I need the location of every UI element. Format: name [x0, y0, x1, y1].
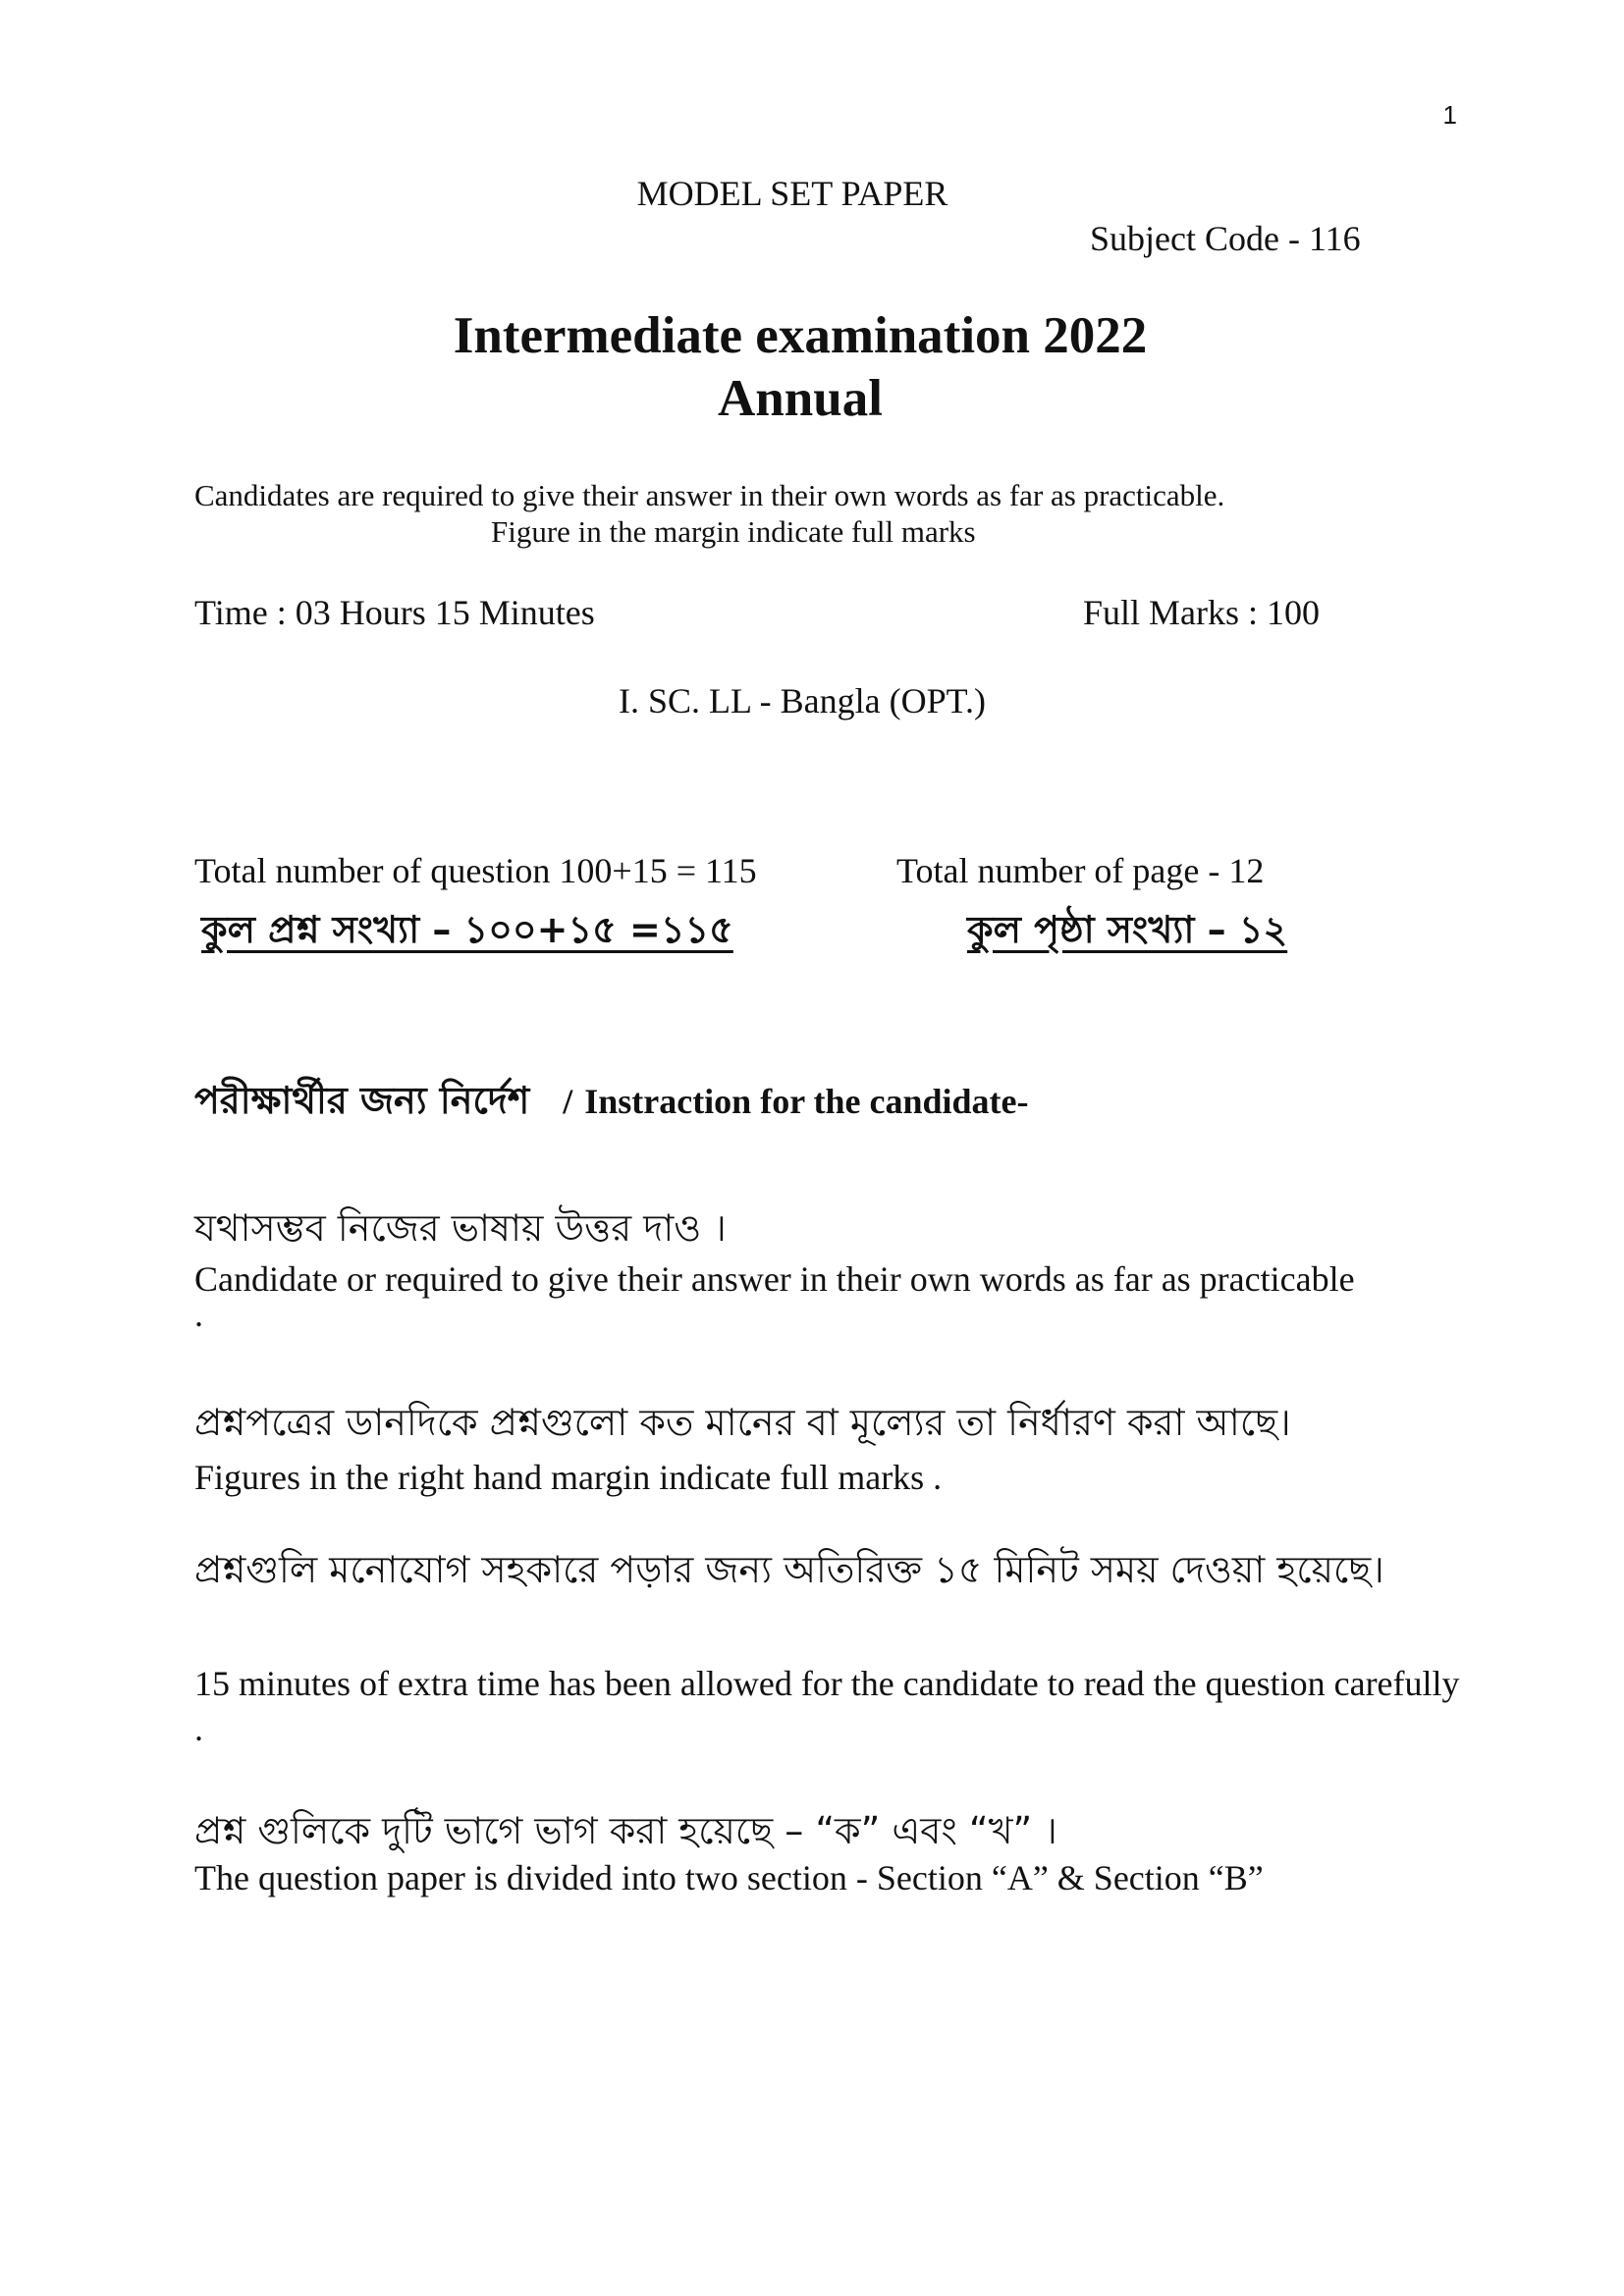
- course-name: I. SC. LL - Bangla (OPT.): [619, 681, 986, 721]
- model-set-heading: [0, 173, 1624, 214]
- exam-title-text: Intermediate examination 2022: [453, 307, 1148, 364]
- page-number: 1: [1442, 100, 1457, 130]
- subject-code: Subject Code - 116: [1090, 219, 1361, 258]
- exam-time: Time : 03 Hours 15 Minutes: [194, 593, 595, 632]
- exam-session: [0, 369, 1624, 428]
- instruction-1-bn: যথাসম্ভব নিজের ভাষায় উত্তর দাও ।: [194, 1206, 727, 1250]
- general-note-1: Candidates are required to give their answer in their own words as far as practicable.: [194, 478, 1225, 512]
- full-marks: Full Marks : 100: [1083, 593, 1321, 632]
- instruction-heading-separator: /: [563, 1082, 573, 1121]
- total-pages-bn: কুল পৃষ্ঠা সংখ্যা – ১২: [967, 908, 1288, 951]
- instruction-1-tail: .: [194, 1295, 203, 1334]
- instruction-heading: [194, 1072, 1029, 1135]
- instruction-heading-en: Instraction for the candidate-: [584, 1082, 1029, 1121]
- instruction-2-bn: প্রশ্নপত্রের ডানদিকে প্রশ্নগুলো কত মানের বা মূল্যের তা নির্ধারণ করা আছে।: [194, 1401, 1291, 1444]
- instruction-3-en: 15 minutes of extra time has been allowed for the candidate to read the question carefully .: [194, 1664, 1460, 1748]
- instruction-3-bn: প্রশ্নগুলি মনোযোগ সহকারে পড়ার জন্য অতিরিক্ত ১৫ মিনিট সময় দেওয়া হয়েছে।: [194, 1548, 1384, 1591]
- total-questions-en: Total number of question 100+15 = 115: [194, 851, 757, 890]
- exam-session-text: Annual: [718, 370, 883, 427]
- instruction-4-bn: প্রশ্ন গুলিকে দুটি ভাগে ভাগ করা হয়েছে – “ক” এবং “খ” ।: [194, 1809, 1057, 1852]
- total-pages-en: Total number of page - 12: [896, 851, 1265, 890]
- instruction-2-en: Figures in the right hand margin indicate full marks .: [194, 1458, 943, 1497]
- instruction-1-en: Candidate or required to give their answer in their own words as far as practicable: [194, 1259, 1355, 1299]
- instruction-heading-bn: পরীক্ষার্থীর জন্য নির্দেশ: [194, 1079, 530, 1122]
- total-questions-bn: কুল প্রশ্ন সংখ্যা – ১০০+১৫ =১১৫: [201, 908, 733, 951]
- exam-title: [0, 306, 1624, 365]
- model-set-text: MODEL SET PAPER: [636, 174, 948, 213]
- general-note-2: Figure in the margin indicate full marks: [491, 514, 976, 549]
- instruction-4-en: The question paper is divided into two section - Section “A” & Section “B”: [194, 1858, 1264, 1897]
